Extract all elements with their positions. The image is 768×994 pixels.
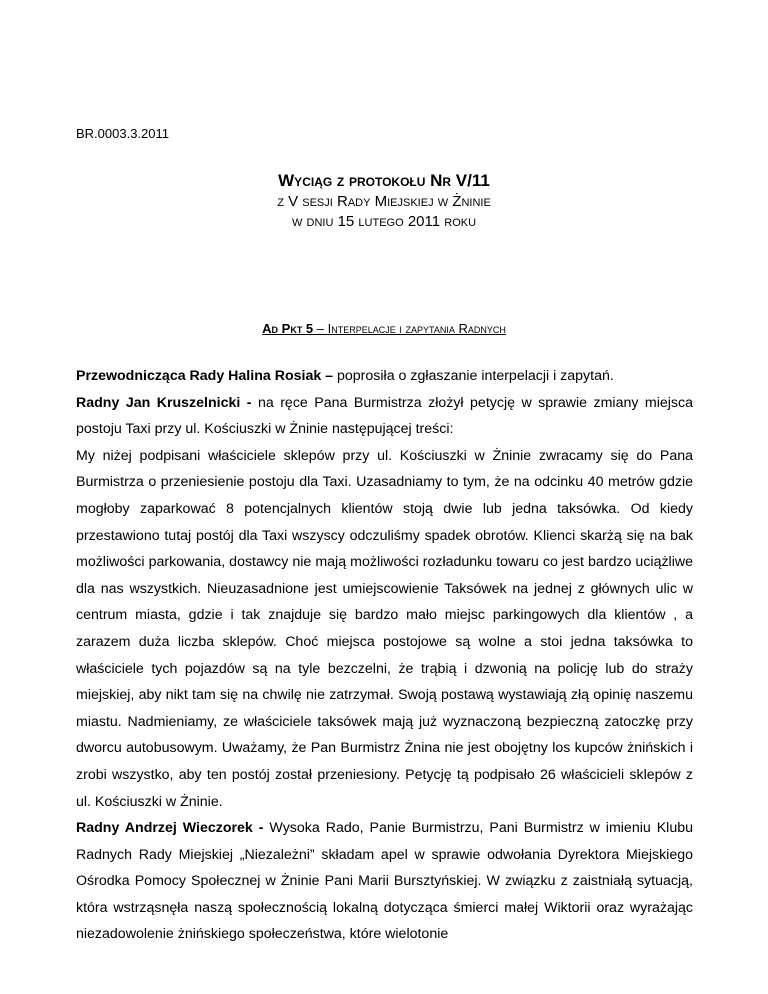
- paragraph: [76, 363, 693, 390]
- speaker-name: Radny Jan Kruszelnicki -: [76, 394, 252, 411]
- paragraph-text: Wysoka Rado, Panie Burmistrzu, Pani Burmistrz w imieniu Klubu Radnych Rady Miejskiej „Niezależni” składam apel w sprawie odwołania Dyrektora Miejskiego Ośrodka Pomocy Społecznej w Żninie Pani Marii Bursztyńskiej. W związku z zaistniałą sytuacją, która wstrząsnęła naszą społecznością lokalną dotycząca śmierci małej Wiktorii oraz wyrażając niezadowolenie żnińskiego społeczeństwa, które wielotonie: [76, 820, 693, 943]
- speaker-name: Przewodnicząca Rady Halina Rosiak –: [76, 368, 334, 384]
- document-subtitle-session: z V sesji Rady Miejskiej w Żninie: [277, 193, 491, 210]
- paragraph: [76, 815, 693, 948]
- section-heading: [0, 321, 768, 336]
- title-block: [0, 170, 768, 232]
- paragraph-text: poprosiła o zgłaszanie interpelacji i zapytań.: [333, 368, 614, 384]
- section-dash: –: [313, 321, 328, 336]
- section-title: Interpelacje i zapytania Radnych: [327, 321, 506, 336]
- paragraph: [76, 443, 693, 815]
- paragraph-text: My niżej podpisani właściciele sklepów przy ul. Kościuszki w Żninie zwracamy się do Pana Burmistrza o przeniesienie postoju dla Taxi. Uzasadniamy to tym, że na odcinku 40 metrów gdzie mogłoby zaparkować 8 potencjalnych klientów stoją dwie lub jedna taksówka. Od kiedy przestawiono tutaj postój dla Taxi wszyscy odczuliśmy spadek obrotów. Klienci skarżą się na bak możliwości parkowania, dostawcy nie mają możliwości rozładunku towaru co jest bardzo uciążliwe dla nas wszystkich. Nieuzasadnione jest umiejscowienie Taksówek na jednej z głównych ulic w centrum miasta, gdzie i tak znajduje się bardzo mało miejsc parkingowych dla klientów , a zarazem duża liczba sklepów. Choć miejsca postojowe są wolne a stoi jedna taksówka to właściciele tych pojazdów są na tyle bezczelni, że trąbią i dzwonią na policję lub do straży miejskiej, aby nikt tam się na chwilę nie zatrzymał. Swoją postawą wystawiają złą opinię naszemu miastu. Nadmieniamy, ze właściciele taksówek mają już wyznaczoną bezpieczną zatoczkę przy dworcu autobusowym. Uważamy, że Pan Burmistrz Żnina nie jest obojętny los kupców żnińskich i zrobi wszystko, aby ten postój został przeniesiony. Petycję tą podpisało 26 właścicieli sklepów z ul. Kościuszki w Żninie.: [76, 447, 693, 810]
- speaker-name: Radny Andrzej Wieczorek -: [76, 820, 264, 837]
- document-title: Wyciąg z protokołu Nr V/11: [278, 171, 490, 190]
- reference-number: BR.0003.3.2011: [76, 126, 169, 141]
- section-label: Ad Pkt 5: [262, 321, 314, 336]
- paragraph-text: na ręce Pana Burmistrza złożył petycję w sprawie zmiany miejsca postoju Taxi przy ul. Kościuszki w Żninie następującej treści:: [76, 394, 693, 438]
- document-subtitle-date: w dniu 15 lutego 2011 roku: [291, 213, 477, 230]
- paragraph: [76, 390, 693, 443]
- protocol-body: [76, 363, 693, 948]
